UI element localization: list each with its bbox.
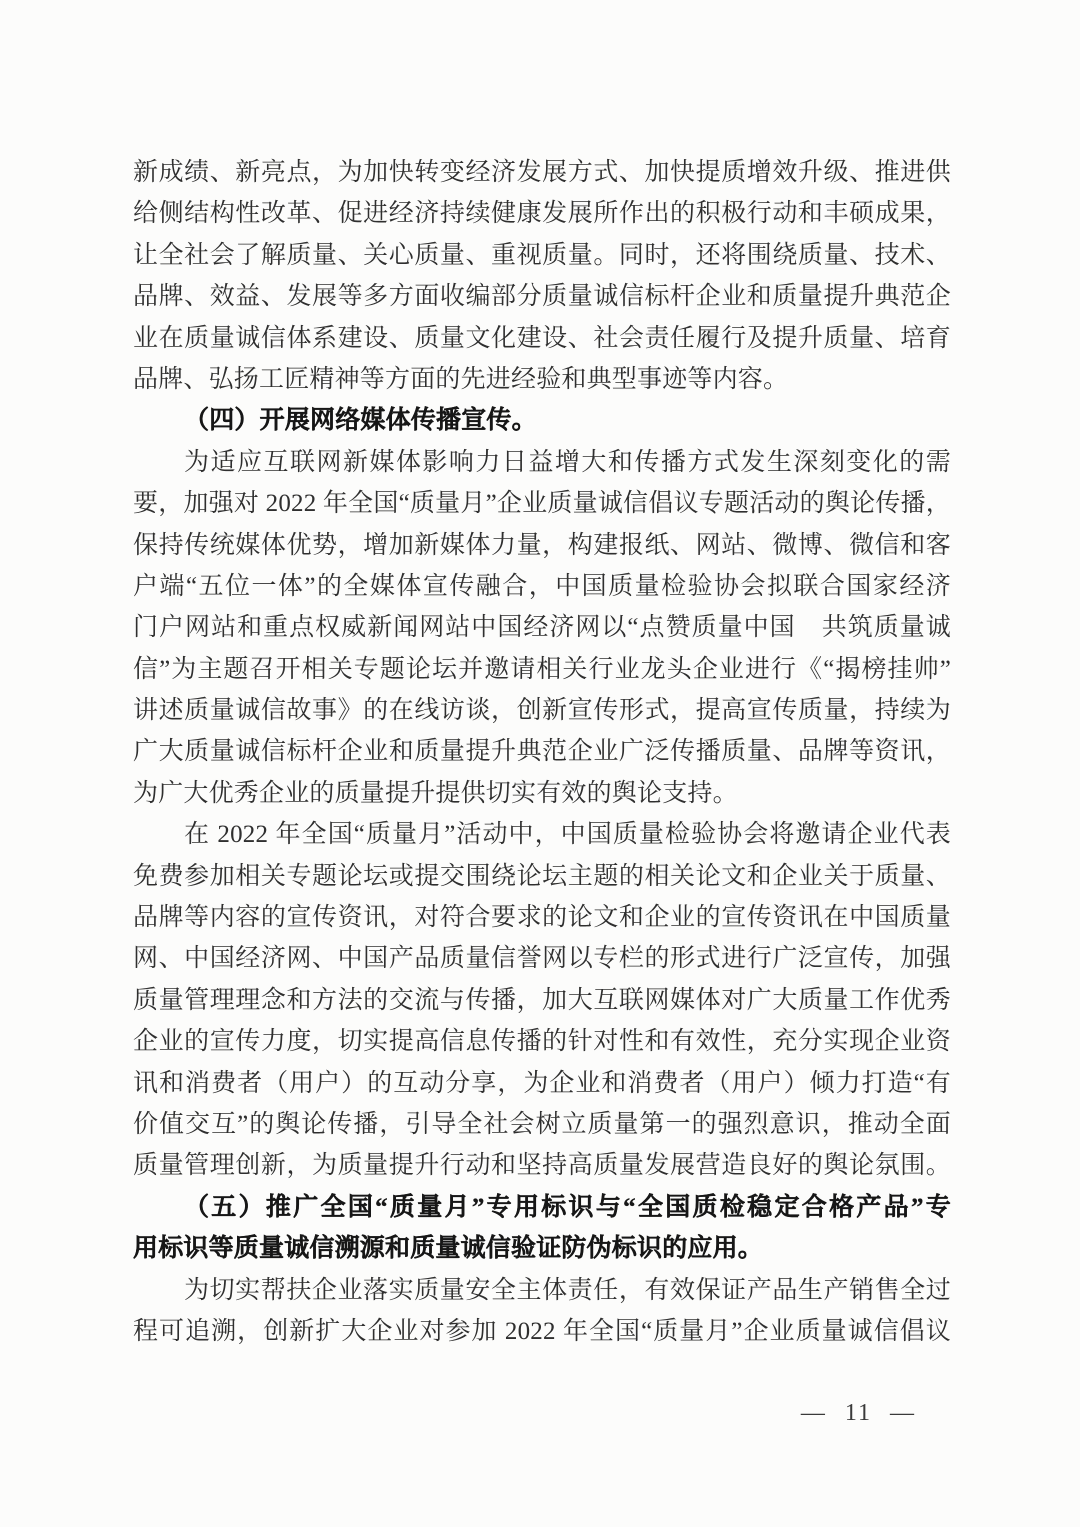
body-line-4: 品牌、效益、发展等多方面收编部分质量诚信标杆企业和质量提升典范企 (133, 283, 951, 311)
body-line-12: 门户网站和重点权威新闻网站中国经济网以“点赞质量中国 共筑质量诚 (133, 614, 951, 642)
body-line-20: 网、中国经济网、中国产品质量信誉网以专栏的形式进行广泛宣传，加强 (133, 945, 951, 973)
body-line-28: 为切实帮扶企业落实质量安全主体责任，有效保证产品生产销售全过 (184, 1276, 951, 1304)
body-line-14: 讲述质量诚信故事》的在线访谈，创新宣传形式，提高宣传质量，持续为 (133, 697, 951, 725)
body-line-22: 企业的宣传力度，切实提高信息传播的针对性和有效性，充分实现企业资 (133, 1028, 951, 1056)
body-line-24: 价值交互”的舆论传播，引导全社会树立质量第一的强烈意识，推动全面 (133, 1110, 951, 1138)
body-line-11: 户端“五位一体”的全媒体宣传融合，中国质量检验协会拟联合国家经济 (133, 572, 951, 600)
heading-section-4: （四）开展网络媒体传播宣传。 (184, 407, 537, 435)
body-line-13: 信”为主题召开相关专题论坛并邀请相关行业龙头企业进行《“揭榜挂帅” (133, 655, 951, 683)
body-line-1: 新成绩、新亮点，为加快转变经济发展方式、加快提质增效升级、推进供 (133, 159, 951, 186)
body-line-5: 业在质量诚信体系建设、质量文化建设、社会责任履行及提升质量、培育 (133, 324, 951, 352)
heading-section-5-line-2: 用标识等质量诚信溯源和质量诚信验证防伪标识的应用。 (133, 1235, 764, 1263)
body-line-19: 品牌等内容的宣传资讯，对符合要求的论文和企业的宣传资讯在中国质量 (133, 904, 951, 932)
page-number: — 11 — (800, 1400, 916, 1426)
document-body (133, 152, 951, 1352)
body-line-9: 要，加强对 2022 年全国“质量月”企业质量诚信倡议专题活动的舆论传播， (133, 490, 951, 518)
body-line-18: 免费参加相关专题论坛或提交围绕论坛主题的相关论文和企业关于质量、 (133, 862, 951, 890)
body-line-15: 广大质量诚信标杆企业和质量提升典范企业广泛传播质量、品牌等资讯， (133, 738, 951, 766)
body-line-17: 在 2022 年全国“质量月”活动中，中国质量检验协会将邀请企业代表 (184, 821, 951, 849)
body-line-2: 给侧结构性改革、促进经济持续健康发展所作出的积极行动和丰硕成果， (133, 200, 951, 228)
body-line-21: 质量管理理念和方法的交流与传播，加大互联网媒体对广大质量工作优秀 (133, 986, 951, 1014)
body-line-3: 让全社会了解质量、关心质量、重视质量。同时，还将围绕质量、技术、 (133, 241, 951, 269)
heading-section-5-line-1: （五）推广全国“质量月”专用标识与“全国质检稳定合格产品”专 (184, 1193, 951, 1221)
body-line-29: 程可追溯，创新扩大企业对参加 2022 年全国“质量月”企业质量诚信倡议 (133, 1317, 951, 1345)
body-line-16-paragraph-end: 为广大优秀企业的质量提升提供切实有效的舆论支持。 (133, 779, 738, 807)
body-line-23: 讯和消费者（用户）的互动分享，为企业和消费者（用户）倾力打造“有 (133, 1069, 951, 1097)
body-line-10: 保持传统媒体优势，增加新媒体力量，构建报纸、网站、微博、微信和客 (133, 531, 951, 559)
body-line-6-paragraph-end: 品牌、弘扬工匠精神等方面的先进经验和典型事迹等内容。 (133, 365, 789, 393)
body-line-8: 为适应互联网新媒体影响力日益增大和传播方式发生深刻变化的需 (184, 448, 951, 476)
body-line-25-paragraph-end: 质量管理创新，为质量提升行动和坚持高质量发展营造良好的舆论氛围。 (133, 1152, 951, 1180)
